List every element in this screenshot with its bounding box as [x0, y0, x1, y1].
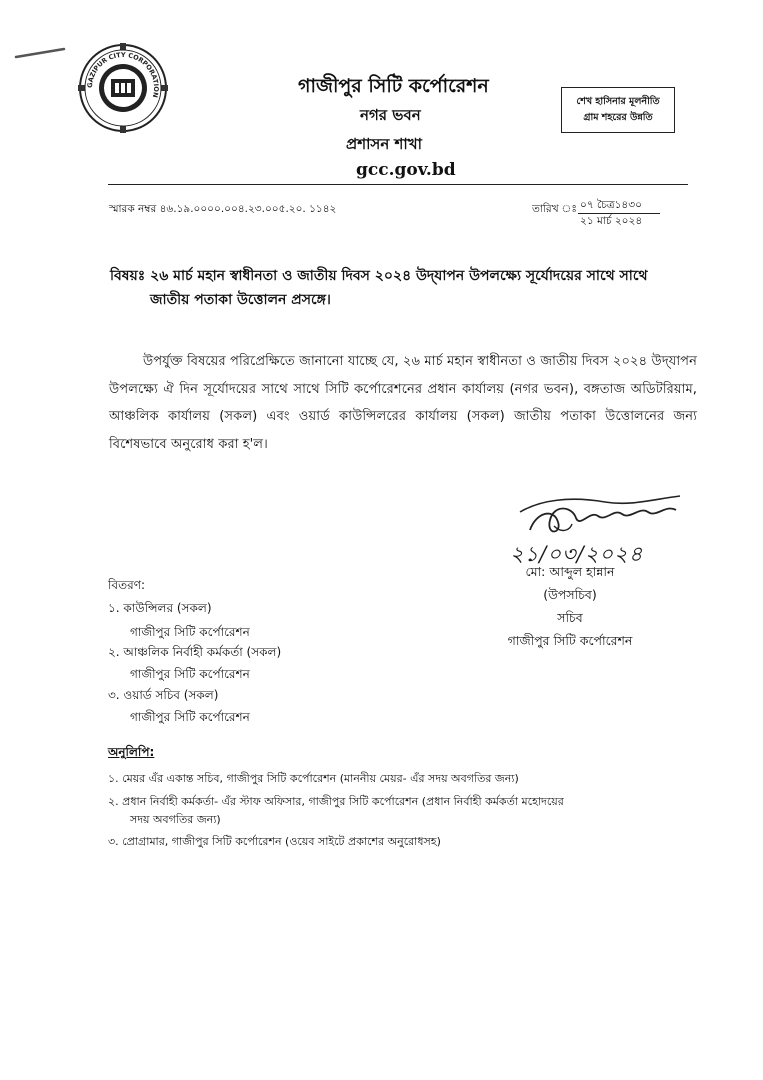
copy-item: ১. মেয়র এঁর একান্ত সচিব, গাজীপুর সিটি কর্পোরেশন (মাননীয় মেয়র- এঁর সদয় অবগতির জন্য) — [108, 772, 519, 785]
copy-item: ২. প্রধান নির্বাহী কর্মকর্তা- এঁর স্টাফ অফিসার, গাজীপুর সিটি কর্পোরেশন (প্রধান নির্বাহী কর্মকর্তা মহোদয়ের — [108, 795, 564, 808]
subject-line-2: জাতীয় পতাকা উত্তোলন প্রসঙ্গে। — [150, 292, 331, 308]
distribution-item-org: গাজীপুর সিটি কর্পোরেশন — [130, 625, 250, 639]
subject-line-1: বিষয়ঃ ২৬ মার্চ মহান স্বাধীনতা ও জাতীয় দিবস ২০২৪ উদ্‌যাপন উপলক্ষ্যে সূর্যোদয়ের সাথে সাথে — [110, 268, 648, 284]
distribution-item-org: গাজীপুর সিটি কর্পোরেশন — [130, 710, 250, 724]
distribution-item: ২. আঞ্চলিক নির্বাহী কর্মকর্তা (সকল) — [108, 645, 282, 659]
body-paragraph-text: উপর্যুক্ত বিষয়ের পরিপ্রেক্ষিতে জানানো যাচ্ছে যে, ২৬ মার্চ মহান স্বাধীনতা ও জাতীয় দিবস ২০২৪ উদ্‌যাপন উপলক্ষ্যে ঐ দিন সূর্যোদয়ের সাথে সাথে সিটি কর্পোরেশনের প্রধান কার্যালয় (নগর ভবন), বঙ্গতাজ অডিটরিয়াম, আঞ্চলিক কার্যালয় (সকল) এবং ওয়ার্ড কাউন্সিলরের কার্যালয় (সকল) জাতীয় পতাকা উত্তোলনের জন্য বিশেষভাবে অনুরোধ করা হ'ল। — [109, 354, 697, 452]
logo-text: GAZIPUR CITY CORPORATION — [85, 50, 161, 99]
date-label: তারিখ ঃ — [532, 203, 577, 215]
motto-line-1: শেখ হাসিনার মূলনীতি — [576, 96, 660, 107]
staple-mark — [14, 47, 66, 59]
distribution-item: ৩. ওয়ার্ড সচিব (সকল) — [108, 688, 219, 702]
signatory-designation: (উপসচিব) — [543, 587, 597, 602]
subject — [110, 264, 700, 312]
distribution-item-org: গাজীপুর সিটি কর্পোরেশন — [130, 667, 250, 681]
distribution-title: বিতরণ: — [108, 578, 146, 592]
website: gcc.gov.bd — [356, 160, 456, 180]
signature-date: ২১/০৩/২০২৪ — [510, 542, 644, 566]
signatory-block — [495, 560, 645, 652]
copies-title: অনুলিপি: — [108, 745, 155, 759]
header-divider — [108, 184, 688, 185]
distribution-item: ১. কাউন্সিলর (সকল) — [108, 601, 212, 615]
signatory-org: গাজীপুর সিটি কর্পোরেশন — [507, 633, 633, 648]
signatory-name: মো: আব্দুল হান্নান — [525, 564, 615, 579]
org-name: গাজীপুর সিটি কর্পোরেশন — [298, 75, 489, 97]
date-english: ২১ মার্চ ২০২৪ — [580, 215, 643, 227]
memo-number: স্মারক নম্বর ৪৬.১৯.০০০০.০০৪.২৩.০০৫.২০. ১১৪২ — [109, 203, 337, 215]
city-corporation-logo — [78, 43, 168, 133]
date-bengali: ০৭ চৈত্র১৪৩০ — [580, 199, 642, 211]
motto-box — [561, 87, 675, 133]
motto-line-2: গ্রাম শহরের উন্নতি — [583, 112, 653, 123]
copy-item: ৩. প্রোগ্রামার, গাজীপুর সিটি কর্পোরেশন (ওয়েব সাইটে প্রকাশের অনুরোধসহ) — [108, 835, 441, 848]
signatory-title: সচিব — [557, 610, 583, 625]
copy-item-continuation: সদয় অবগতির জন্য) — [130, 813, 221, 826]
body-paragraph — [109, 348, 697, 458]
office-building: নগর ভবন — [360, 106, 421, 124]
department-name: প্রশাসন শাখা — [346, 135, 422, 153]
